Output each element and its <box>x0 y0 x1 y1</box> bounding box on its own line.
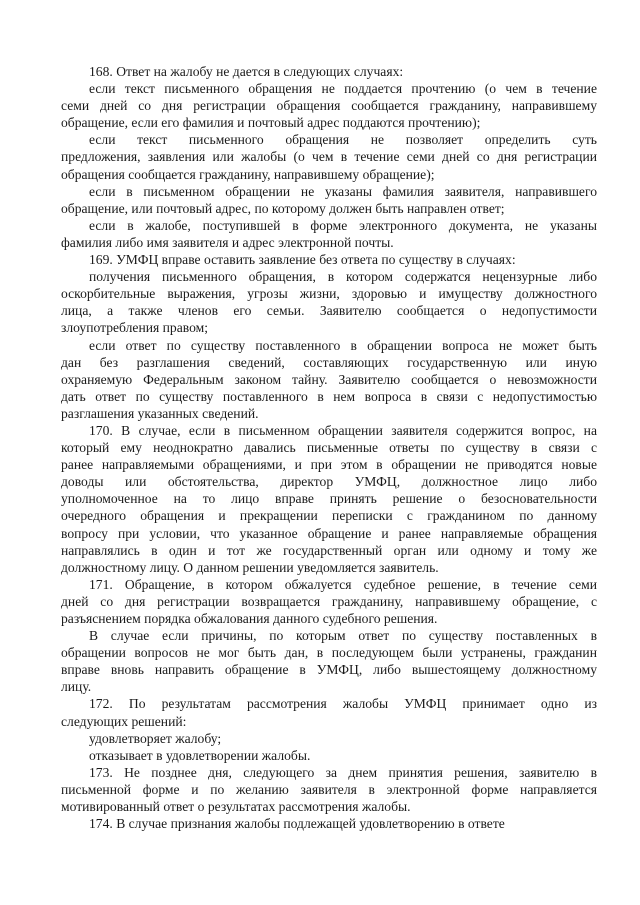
paragraph <box>61 576 597 627</box>
text-line: предложения, заявления или жалобы (о чем в течение семи дней со дня регистрации <box>61 149 597 165</box>
text-line: направлялись в один и тот же государственный орган или одному и тому же <box>61 542 597 558</box>
text-line: очередного обращения и прекращении переписки с гражданином по данному <box>61 508 597 524</box>
text-line: обращении вопросов не мог быть дан, в последующем были устранены, гражданин <box>61 645 597 661</box>
text-line: лица, а также членов его семьи. Заявителю сообщается о недопустимости <box>61 303 597 319</box>
paragraph <box>61 764 597 815</box>
paragraph <box>61 217 597 251</box>
text-line: ранее направляемыми обращениями, и при этом в обращении не приводятся новые <box>61 457 597 473</box>
document-body <box>61 63 597 832</box>
text-line: доводы или обстоятельства, директор УМФЦ, должностное лицо либо <box>61 474 597 490</box>
text-line: 170. В случае, если в письменном обращении заявителя содержится вопрос, на <box>89 422 597 438</box>
paragraph <box>61 627 597 695</box>
text-line: злоупотребления правом; <box>61 320 209 336</box>
paragraph <box>61 251 597 268</box>
text-line: 171. Обращение, в котором обжалуется судебное решение, в течение семи <box>89 576 597 592</box>
paragraph <box>61 695 597 729</box>
paragraph <box>61 268 597 336</box>
text-line: вправе вновь направить обращение в УМФЦ, либо вышестоящему должностному <box>61 662 597 678</box>
text-line: 168. Ответ на жалобу не дается в следующих случаях: <box>89 64 404 79</box>
paragraph <box>61 183 597 217</box>
paragraph <box>61 131 597 182</box>
text-line: дан без разглашения сведений, составляющих государственную или иную <box>61 354 597 370</box>
text-line: обращения сообщается гражданину, направившему обращение); <box>61 166 435 182</box>
paragraph <box>61 815 597 832</box>
text-line: фамилия либо имя заявителя и адрес электронной почты. <box>61 234 394 250</box>
text-line: дать ответ по существу поставленного в нем вопроса в связи с недопустимостью <box>61 388 597 404</box>
text-line: оскорбительные выражения, угрозы жизни, здоровью и имуществу должностного <box>61 286 597 302</box>
text-line: если текст письменного обращения не поддается прочтению (о чем в течение <box>89 81 597 97</box>
paragraph <box>61 63 597 80</box>
paragraph <box>61 80 597 131</box>
text-line: следующих решений: <box>61 713 187 729</box>
text-line: если ответ по существу поставленного в обращении вопроса не может быть <box>89 337 597 353</box>
text-line: который ему неоднократно давались письменные ответы по существу в связи с <box>61 440 597 456</box>
text-line: В случае если причины, по которым ответ по существу поставленных в <box>89 628 597 644</box>
paragraph <box>61 747 597 764</box>
text-line: вопросу при условии, что указанное обращение и ранее направляемые обращения <box>61 525 597 541</box>
paragraph <box>61 730 597 747</box>
paragraph <box>61 337 597 422</box>
text-line: письменной форме и по желанию заявителя в электронной форме направляется <box>61 781 597 797</box>
text-line: 169. УМФЦ вправе оставить заявление без ответа по существу в случаях: <box>89 252 516 268</box>
text-line: мотивированный ответ о результатах рассмотрения жалобы. <box>61 799 411 815</box>
text-line: дней со дня регистрации возвращается гражданину, направившему обращение, с <box>61 593 597 609</box>
text-line: разъяснением порядка обжалования данного судебного решения. <box>61 611 438 626</box>
text-line: если текст письменного обращения не позволяет определить суть <box>89 132 597 148</box>
text-line: если в жалобе, поступившей в форме электронного документа, не указаны <box>89 217 597 233</box>
text-line: если в письменном обращении не указаны фамилия заявителя, направившего <box>89 183 597 199</box>
text-line: 172. По результатам рассмотрения жалобы УМФЦ принимает одно из <box>89 696 597 712</box>
text-line: 174. В случае признания жалобы подлежащей удовлетворению в ответе <box>89 816 505 832</box>
text-line: семи дней со дня регистрации обращения сообщается гражданину, направившему <box>61 98 597 114</box>
text-line: получения письменного обращения, в котором содержатся нецензурные либо <box>89 269 597 285</box>
text-line: разглашения указанных сведений. <box>61 405 259 421</box>
text-line: обращение, если его фамилия и почтовый адрес поддаются прочтению); <box>61 115 481 131</box>
text-line: должностному лицу. О данном решении уведомляется заявитель. <box>61 559 439 575</box>
paragraph <box>61 422 597 576</box>
text-line: удовлетворяет жалобу; <box>89 730 222 746</box>
text-line: охраняемую Федеральным законом тайну. Заявителю сообщается о невозможности <box>61 371 597 387</box>
text-line: отказывает в удовлетворении жалобы. <box>89 747 311 763</box>
text-line: обращение, или почтовый адрес, по которому должен быть направлен ответ; <box>61 200 505 216</box>
text-line: уполномоченное на то лицо вправе принять решение о безосновательности <box>61 491 597 507</box>
text-line: лицу. <box>61 679 92 695</box>
text-line: 173. Не позднее дня, следующего за днем принятия решения, заявителю в <box>89 764 597 780</box>
